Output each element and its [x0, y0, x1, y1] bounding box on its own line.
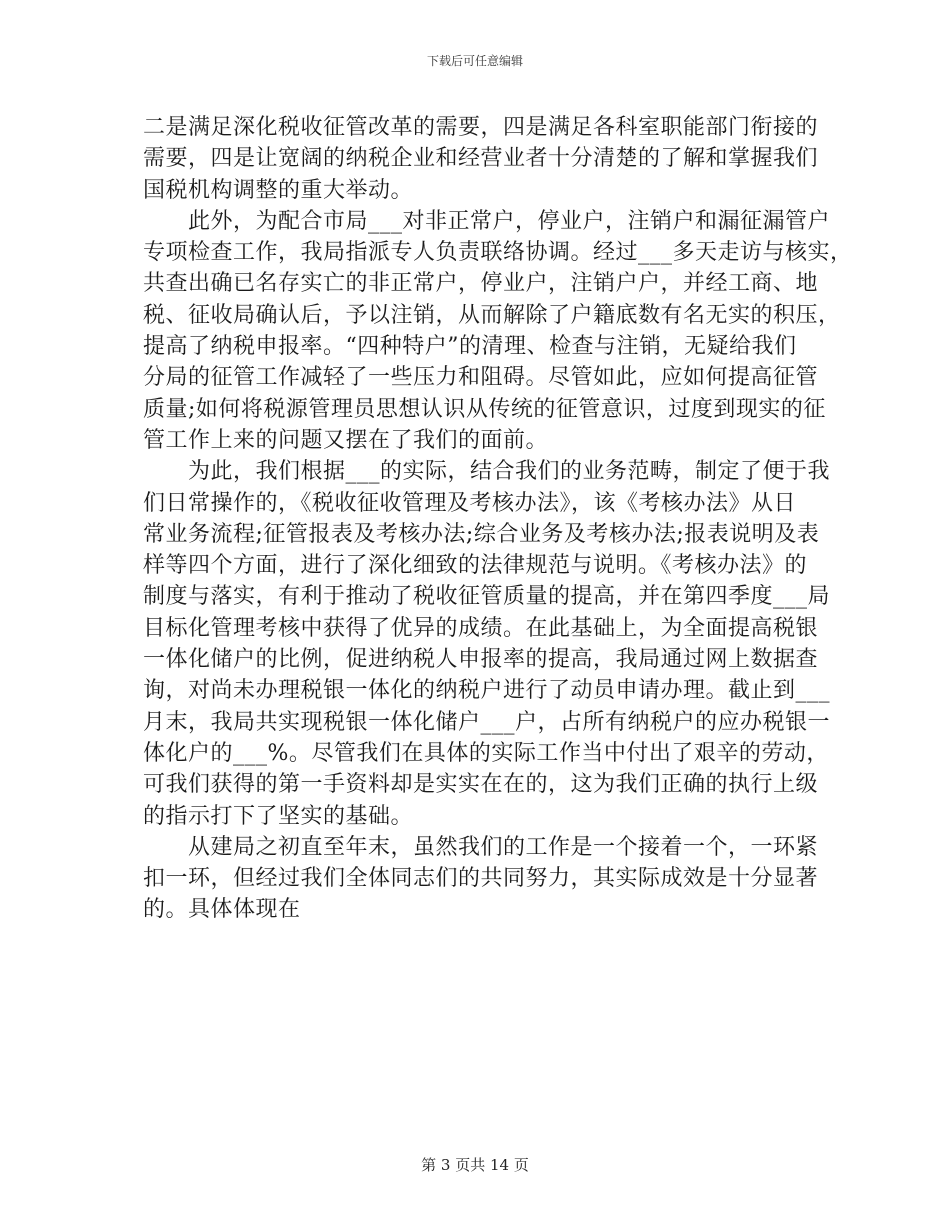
text-line: 制度与落实，有利于推动了税收征管质量的提高，并在第四季度___局: [143, 584, 831, 610]
text-line: 管工作上来的问题又摆在了我们的面前。: [143, 427, 549, 453]
text-line: 从建局之初直至年末，虽然我们的工作是一个接着一个，一环紧: [143, 834, 819, 860]
page-footer: 第 3 页共 14 页: [421, 1156, 529, 1174]
text-line: 月末，我局共实现税银一体化储户___户，占所有纳税户的应办税银一: [143, 709, 831, 735]
text-line: 需要，四是让宽阔的纳税企业和经营业者十分清楚的了解和掌握我们: [143, 146, 819, 172]
text-line: 质量;如何将税源管理员思想认识从传统的征管意识，过度到现实的征: [143, 396, 826, 422]
text-line: 常业务流程;征管报表及考核办法;综合业务及考核办法;报表说明及表: [143, 521, 820, 547]
text-line: 样等四个方面，进行了深化细致的法律规范与说明。《考核办法》的: [143, 553, 808, 579]
text-line: 体化户的___%。尽管我们在具体的实际工作当中付出了艰辛的劳动，: [143, 740, 829, 766]
text-line: 共查出确已名存实亡的非正常户，停业户，注销户户，并经工商、地: [143, 271, 819, 297]
text-line: 专项检查工作，我局指派专人负责联络协调。经过___多天走访与核实，: [143, 240, 853, 266]
body-text: [143, 112, 853, 926]
text-line: 国税机构调整的重大举动。: [143, 177, 414, 203]
page-header: 下载后可任意编辑: [426, 54, 523, 68]
text-line: 的指示打下了坚实的基础。: [143, 803, 414, 829]
text-line: 们日常操作的，《税收征收管理及考核办法》，该《考核办法》从日: [143, 490, 797, 516]
text-line: 二是满足深化税收征管改革的需要，四是满足各科室职能部门衔接的: [143, 115, 819, 140]
text-line: 税、征收局确认后，予以注销，从而解除了户籍底数有名无实的积压，: [143, 302, 841, 328]
text-line: 扣一环，但经过我们全体同志们的共同努力，其实际成效是十分显著: [143, 866, 819, 892]
text-line: 的。具体体现在: [143, 897, 301, 923]
text-line: 为此，我们根据___的实际，结合我们的业务范畴，制定了便于我: [143, 459, 831, 485]
text-line: 此外，为配合市局___对非正常户，停业户，注销户和漏征漏管户: [143, 208, 831, 234]
text-line: 一体化储户的比例，促进纳税人申报率的提高，我局通过网上数据查: [143, 647, 819, 673]
text-line: 可我们获得的第一手资料却是实实在在的，这为我们正确的执行上级: [143, 772, 819, 798]
text-line: 分局的征管工作减轻了一些压力和阻碍。尽管如此，应如何提高征管: [143, 365, 819, 391]
text-line: 目标化管理考核中获得了优异的成绩。在此基础上，为全面提高税银: [143, 615, 819, 641]
text-line: 提高了纳税申报率。“四种特户”的清理、检查与注销，无疑给我们: [143, 334, 797, 360]
text-line: 询，对尚未办理税银一体化的纳税户进行了动员申请办理。截止到___: [143, 678, 831, 704]
